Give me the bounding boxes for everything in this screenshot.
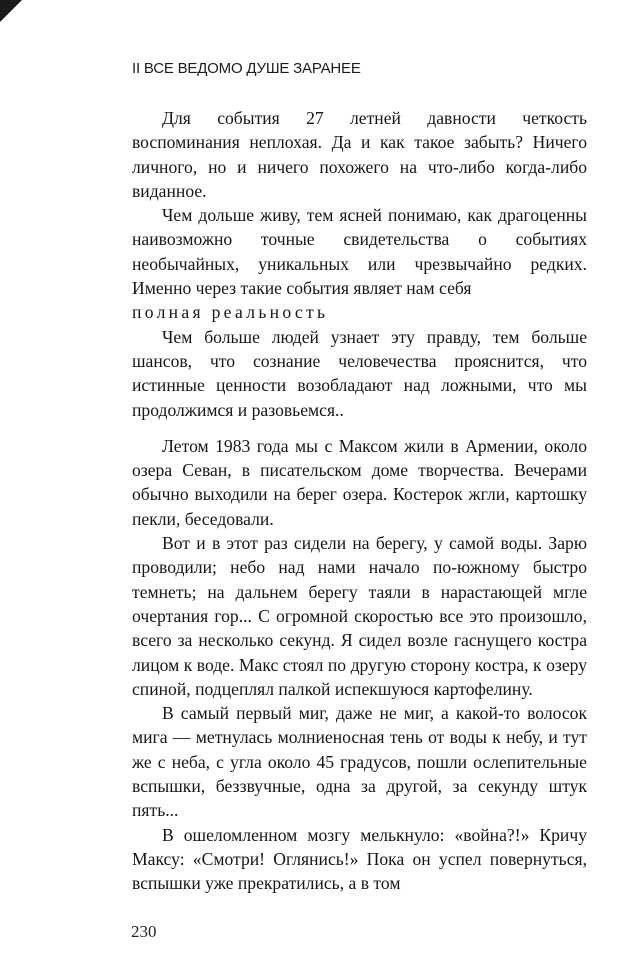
section-gap: [132, 422, 587, 434]
paragraph-1: Для события 27 летней давности четкость воспоминания неплохая. Да и как такое забыть? Ничего личного, но и ничего похожего на что-либо когда-либо виданное.: [132, 108, 587, 201]
paragraph-2: [132, 203, 587, 324]
page-number: 230: [131, 922, 157, 941]
paragraph-3: Чем больше людей узнает эту правду, тем больше шансов, что сознание человечества прояснится, что истинные ценности возобладают над ложными, что мы продолжимся и разовьемся..: [132, 326, 587, 420]
paragraph-2-text: Чем дольше живу, тем ясней понимаю, как драгоценны наивозможно точные свидетельства о событиях необычайных, уникальных или чрезвычайно редких. Именно через такие события являет нам себя: [132, 205, 587, 299]
paragraph-4: Летом 1983 года мы с Максом жили в Армении, около озера Севан, в писательском доме творчества. Вечерами обычно выходили на берег озера. Костерок жгли, картошку пекли, беседовали.: [132, 435, 587, 529]
paragraph-5: Вот и в этот раз сидели на берегу, у самой воды. Зарю проводили; небо над нами начало по-южному быстро темнеть; на дальнем берегу таяли в нарастающей мгле очертания гор... С огромной скоростью все это произошло, всего за несколько секунд. Я сидел возле гаснущего костра лицом к воде. Макс стоял по другую сторону костра, к озеру спиной, подцеплял палкой испекшуюся картофелину.: [132, 533, 587, 699]
emphasis-phrase: полная реальность: [132, 302, 329, 323]
corner-scan-mark: [0, 0, 22, 22]
body-text: [132, 106, 587, 896]
running-head: II ВСЕ ВЕДОМО ДУШЕ ЗАРАНЕЕ: [132, 60, 361, 77]
paragraph-6: В самый первый миг, даже не миг, а какой-то волосок мига — метнулась молниеносная тень от воды к небу, и тут же с неба, с угла около 45 градусов, пошли ослепительные вспышки, беззвучные, одна за другой, за секунду штук пять...: [132, 703, 587, 821]
paragraph-7: В ошеломленном мозгу мелькнуло: «война?!» Кричу Максу: «Смотри! Оглянись!» Пока он успел повернуться, вспышки уже прекратились, а в том: [132, 824, 587, 894]
